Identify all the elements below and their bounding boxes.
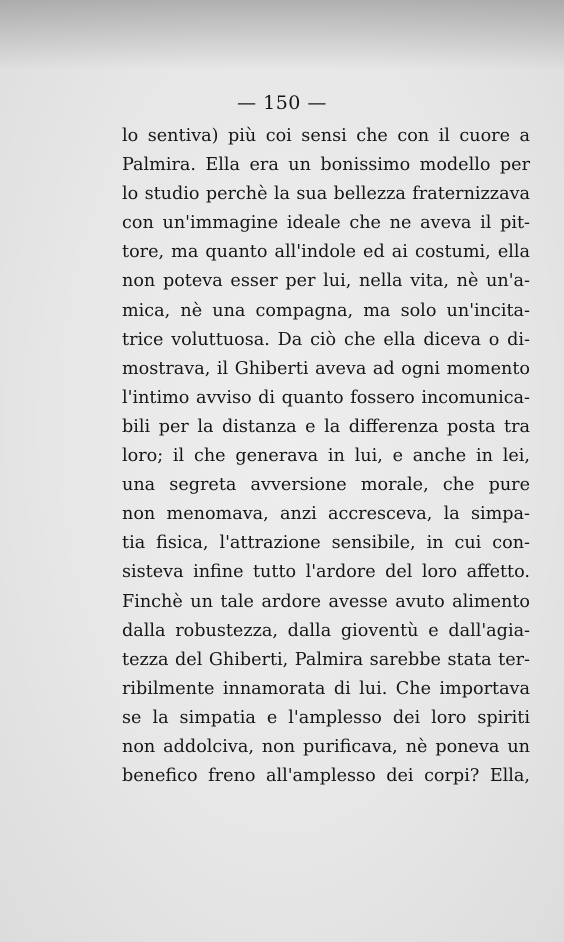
text-line: mostrava, il Ghiberti aveva ad ogni momento <box>122 358 530 379</box>
text-line: loro; il che generava in lui, e anche in lei, <box>122 446 530 467</box>
text-line: tore, ma quanto all'indole ed ai costumi, ella <box>122 242 530 263</box>
text-line: lo sentiva) più coi sensi che con il cuore a <box>122 126 530 146</box>
text-line: tezza del Ghiberti, Palmira sarebbe stata ter- <box>122 649 530 670</box>
text-line: se la simpatia e l'amplesso dei loro spiriti <box>122 707 530 728</box>
text-line: mica, nè una compagna, ma solo un'incita- <box>122 300 530 321</box>
text-line: non poteva esser per lui, nella vita, nè un'a- <box>122 271 530 292</box>
text-line: trice voluttuosa. Da ciò che ella diceva o di- <box>122 329 530 350</box>
page-number: — 150 — <box>237 92 327 114</box>
body-text <box>122 122 530 791</box>
text-line: non addolciva, non purificava, nè poneva un <box>122 736 530 757</box>
text-line: non menomava, anzi accresceva, la simpa- <box>122 504 530 525</box>
scan-shadow <box>0 0 564 70</box>
text-line: benefico freno all'amplesso dei corpi? Ella, <box>122 766 530 787</box>
text-line: dalla robustezza, dalla gioventù e dall'agia- <box>122 620 530 641</box>
text-line: sisteva infine tutto l'ardore del loro affetto. <box>122 562 530 583</box>
text-line: con un'immagine ideale che ne aveva il pit- <box>122 213 530 234</box>
text-line: una segreta avversione morale, che pure <box>122 475 530 496</box>
text-line: lo studio perchè la sua bellezza fraternizzava <box>122 184 530 205</box>
text-line: bili per la distanza e la differenza posta tra <box>122 416 530 437</box>
text-line: l'intimo avviso di quanto fossero incomunica- <box>122 387 530 408</box>
text-line: Finchè un tale ardore avesse avuto alimento <box>122 591 530 612</box>
text-line: Palmira. Ella era un bonissimo modello per <box>122 155 530 176</box>
text-line: tia fisica, l'attrazione sensibile, in cui con- <box>122 533 530 554</box>
text-line: ribilmente innamorata di lui. Che importava <box>122 678 530 699</box>
